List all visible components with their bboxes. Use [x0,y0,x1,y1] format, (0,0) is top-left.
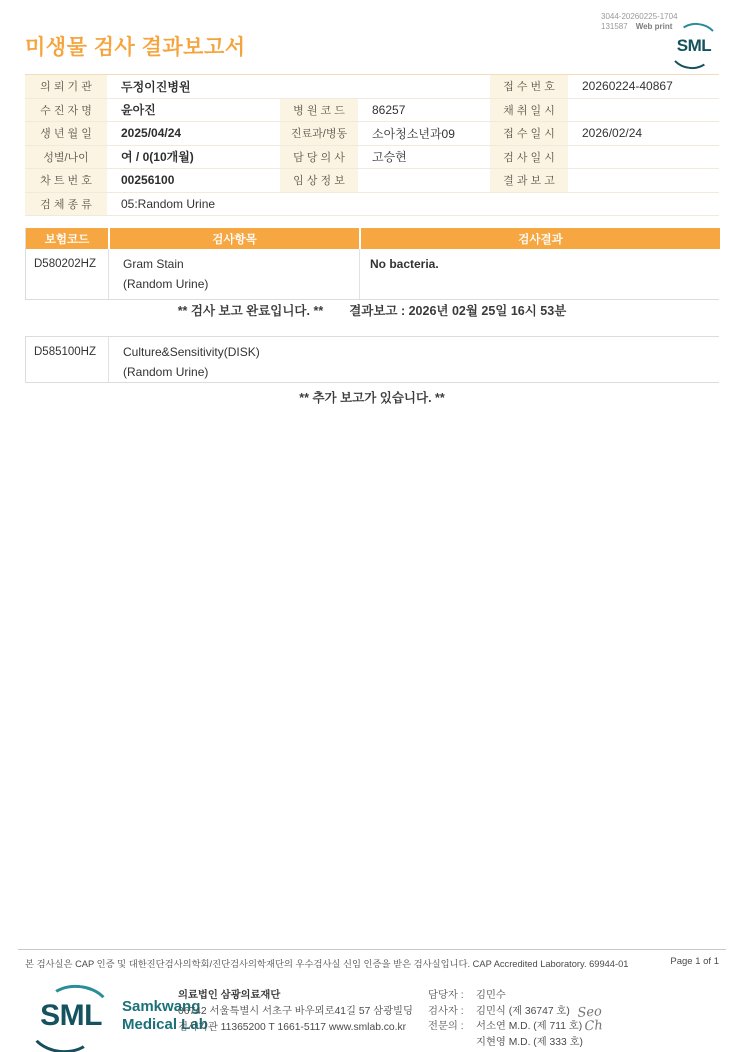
staff-row-manager [428,988,583,1004]
value-result-report [568,169,719,193]
organization-block [178,988,413,1036]
staff-row-examiner [428,1004,583,1020]
print-type-label: Web print [635,21,673,31]
logo-text: SML [40,999,102,1032]
label-department: 진료과/병동 [280,122,358,146]
results-table-1 [25,228,719,300]
value-clinical-info [358,169,490,193]
result-row-code: D580202HZ [26,249,108,299]
document-meta [601,12,678,31]
logo-text: SML [676,36,712,55]
value-hospital-code: 86257 [358,99,490,123]
result-row-value: No bacteria. [359,249,720,299]
specialist-label-spacer [428,1035,476,1051]
signature-line2: Ch [583,1018,604,1035]
label-chart-no: 차 트 번 호 [25,169,107,193]
staff-block [428,988,583,1050]
specialist-name-1: 서소연 M.D. (제 711 호) [476,1021,583,1032]
label-patient-name: 수 진 자 명 [25,99,107,123]
examiner-label: 검사자 : [428,1005,464,1017]
value-birth-date: 2025/04/24 [107,122,280,146]
value-department: 소아청소년과09 [358,122,490,146]
value-receipt-datetime: 2026/02/24 [568,122,719,146]
sml-logo-icon [672,27,716,65]
label-doctor: 담 당 의 사 [280,146,358,170]
specialist-name-2: 지현영 M.D. (제 333 호) [476,1036,583,1048]
page-number: Page 1 of 1 [670,956,719,967]
value-receipt-no: 20260224-40867 [568,75,719,99]
accreditation-text: 본 검사실은 CAP 인증 및 대한진단검사의학회/진단검사의학재단의 우수검사실 신임 인증을 받은 검사실입니다. CAP Accredited Laboratory. 69944-01 [25,959,629,969]
footer-divider [18,949,726,950]
column-header-insurance-code: 보험코드 [26,228,108,249]
label-test-datetime: 검 사 일 시 [490,146,568,170]
test-item-name: Gram Stain [123,257,184,271]
organization-name: 의료법인 삼광의료재단 [178,990,281,1001]
sml-logo-footer-icon [35,992,107,1040]
staff-row-specialist-1 [428,1019,583,1035]
lab-name-line1: Samkwang [122,998,201,1015]
label-collect-datetime: 채 취 일 시 [490,99,568,123]
signature-line1: Seo [576,1004,603,1021]
label-sex-age: 성별/나이 [25,146,107,170]
results-table-2 [25,336,719,383]
label-requesting-org: 의 뢰 기 관 [25,75,107,99]
value-chart-no: 00256100 [107,169,280,193]
result-row-code: D585100HZ [26,337,108,382]
value-requesting-org: 두정이진병원 [107,75,490,99]
value-collect-datetime [568,99,719,123]
value-patient-name: 윤아진 [107,99,280,123]
value-doctor: 고승현 [358,146,490,170]
value-test-datetime [568,146,719,170]
manager-label: 담당자 : [428,990,464,1001]
page-title: 미생물 검사 결과보고서 [25,36,246,59]
document-code: 131587 [601,21,628,31]
column-header-test-item: 검사항목 [108,228,359,249]
label-receipt-no: 접 수 번 호 [490,75,568,99]
organization-address: 06742 서울특별시 서초구 바우뫼로41길 57 삼광빌딩 [178,1006,413,1017]
label-receipt-datetime: 접 수 일 시 [490,122,568,146]
manager-name: 김민수 [476,990,506,1001]
label-birth-date: 생 년 월 일 [25,122,107,146]
result-row-item [108,337,720,382]
complete-note-text: ** 검사 보고 완료입니다. ** [177,304,324,318]
document-number: 3044-20260225-1704 [601,12,678,21]
column-header-test-result: 검사결과 [359,228,720,249]
specialist-label: 전문의 : [428,1021,464,1032]
report-time-text: 결과보고 : 2026년 02월 25일 16시 53분 [349,304,567,318]
test-item-specimen: (Random Urine) [123,365,209,379]
document-code-row [601,22,678,32]
report-complete-note [25,301,719,319]
accreditation-row [25,956,719,970]
examiner-name: 김민식 (제 36747 호) [476,1005,570,1017]
lab-name-line2: Medical Lab [122,1016,208,1033]
doctor-signature [577,1005,603,1035]
value-sex-age: 여 / 0(10개월) [107,146,280,170]
staff-row-specialist-2 [428,1035,583,1051]
label-specimen-type: 검 체 종 류 [25,193,107,217]
value-specimen-type: 05:Random Urine [107,193,719,217]
test-item-name: Culture&Sensitivity(DISK) [123,345,260,359]
organization-contact: 검사기관 11365200 T 1661-5117 www.smlab.co.kr [178,1022,407,1033]
label-hospital-code: 병 원 코 드 [280,99,358,123]
label-clinical-info: 임 상 정 보 [280,169,358,193]
result-row-item [108,249,359,299]
patient-info-table [25,74,719,216]
label-result-report: 결 과 보 고 [490,169,568,193]
additional-report-note: ** 추가 보고가 있습니다. ** [299,391,445,405]
test-item-specimen: (Random Urine) [123,277,209,291]
